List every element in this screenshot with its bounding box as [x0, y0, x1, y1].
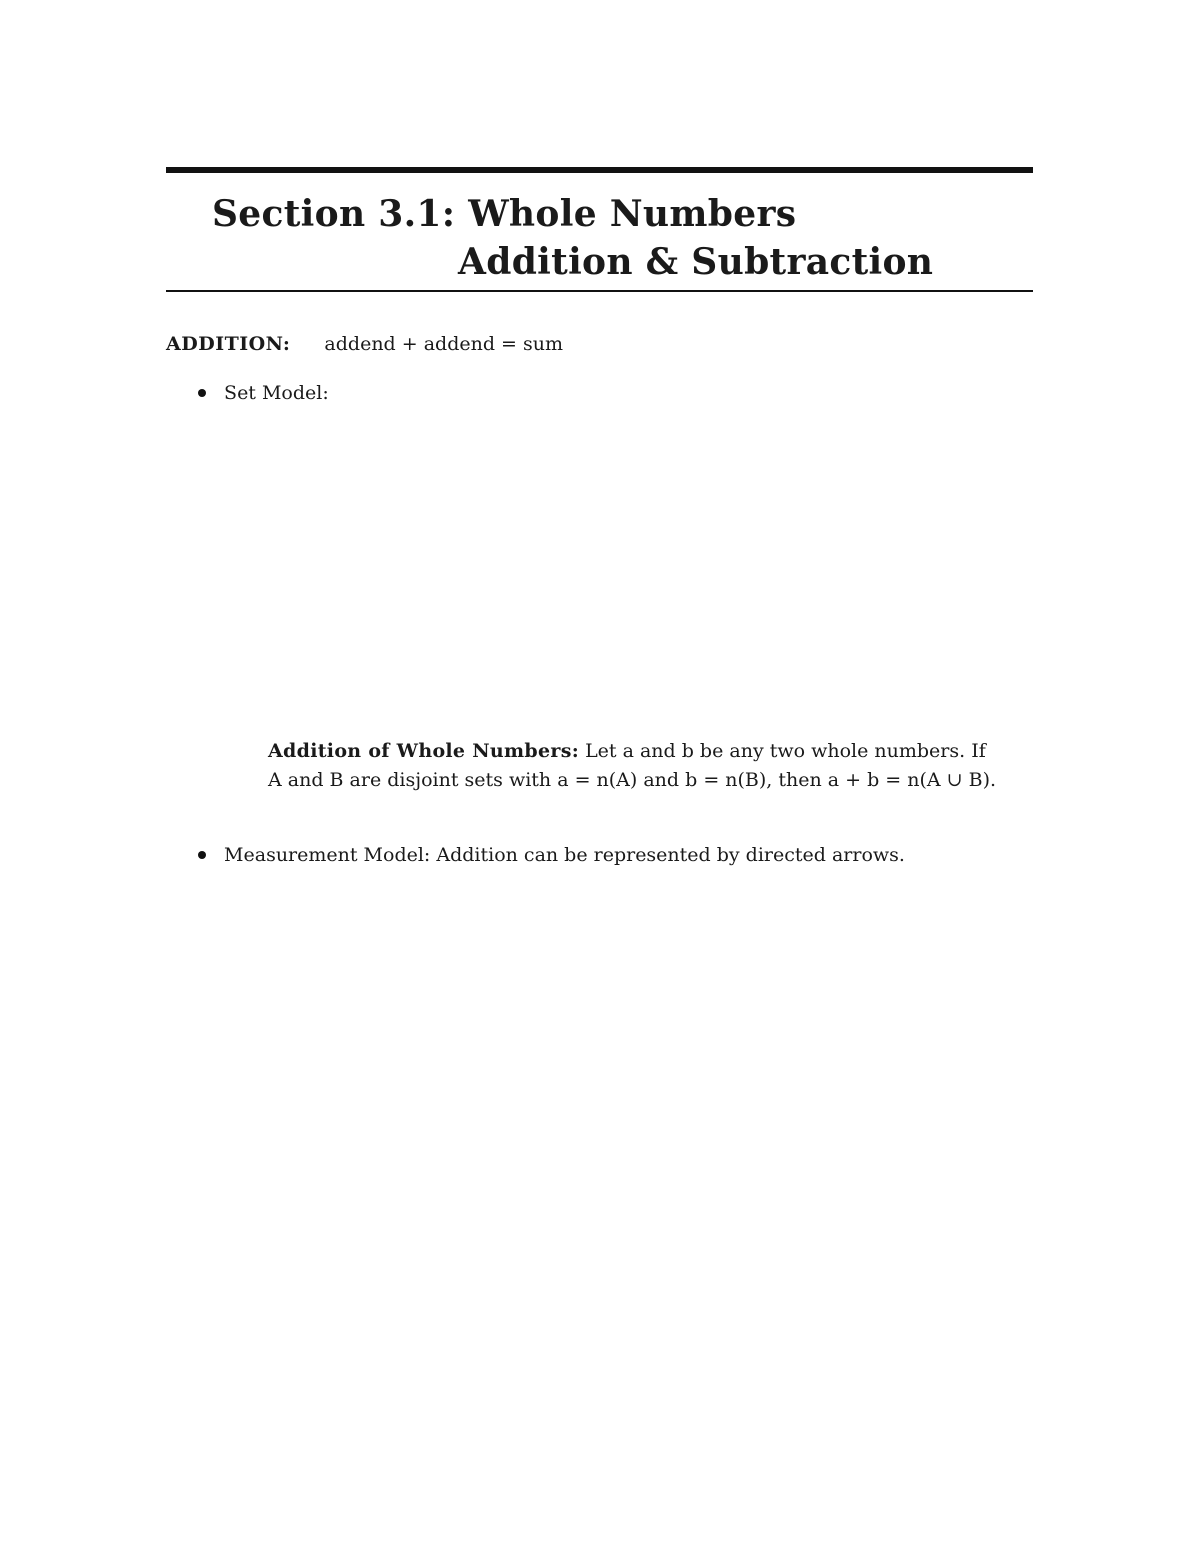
definition-line-1 — [268, 737, 998, 766]
bullet-icon — [198, 851, 206, 859]
set-model-label: Set Model: — [224, 382, 329, 404]
definition-text-1: Let a and b be any two whole numbers. If — [585, 740, 986, 762]
page-title-line-1: Section 3.1: Whole Numbers — [212, 193, 797, 235]
definition-line-2: A and B are disjoint sets with a = n(A) and b = n(B), then a + b = n(A ∪ B). — [268, 769, 997, 791]
addition-line — [166, 331, 563, 357]
list-item-set-model — [198, 380, 329, 406]
definition-block — [268, 737, 998, 795]
addition-heading: ADDITION: — [166, 333, 291, 355]
list-item-measurement-model — [198, 842, 905, 868]
title-top-rule — [166, 167, 1033, 173]
page-title-line-2: Addition & Subtraction — [458, 241, 934, 283]
addition-equation: addend + addend = sum — [324, 333, 564, 355]
definition-heading: Addition of Whole Numbers: — [268, 740, 580, 762]
bullet-icon — [198, 389, 206, 397]
measurement-model-text: Measurement Model: Addition can be represented by directed arrows. — [224, 844, 905, 866]
title-bottom-rule — [166, 290, 1033, 292]
